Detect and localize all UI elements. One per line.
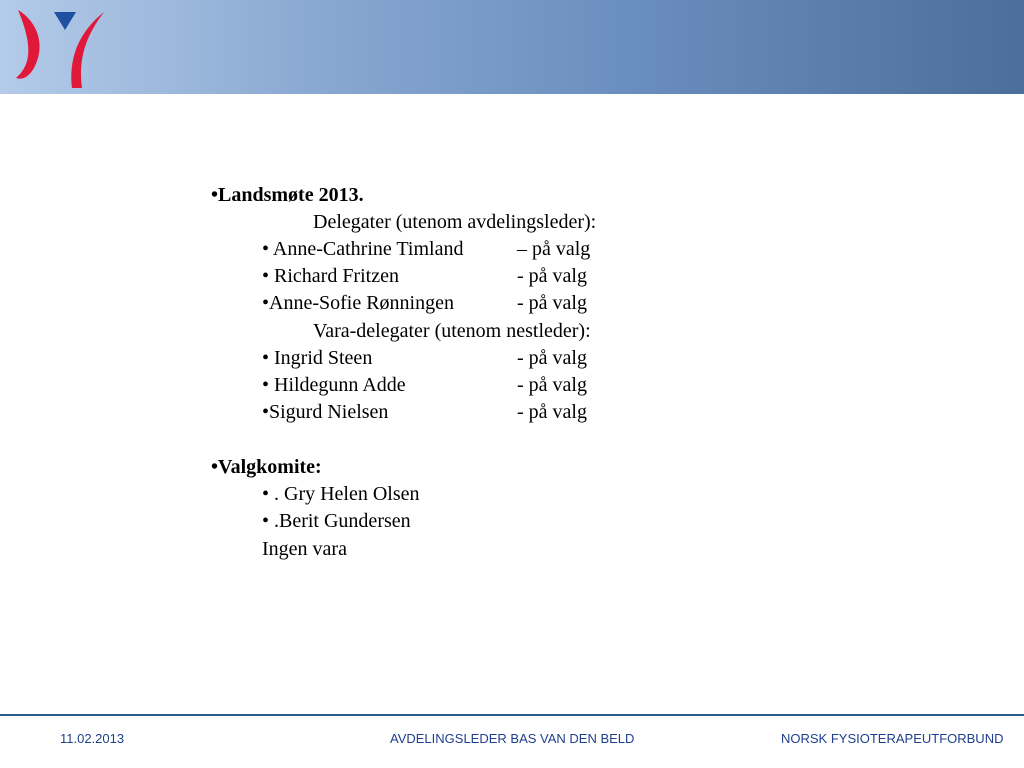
delegate-status: – på valg bbox=[517, 238, 591, 260]
delegate-status: - på valg bbox=[517, 292, 587, 314]
delegate-name: •Anne-Sofie Rønningen bbox=[262, 292, 454, 314]
vara-name: • Hildegunn Adde bbox=[262, 374, 406, 396]
vara-status: - på valg bbox=[517, 347, 587, 369]
committee-note: Ingen vara bbox=[262, 538, 347, 560]
delegate-name: • Anne-Cathrine Timland bbox=[262, 238, 464, 260]
section-heading-valgkomite: •Valgkomite: bbox=[211, 456, 322, 478]
vara-name: • Ingrid Steen bbox=[262, 347, 373, 369]
vara-name: •Sigurd Nielsen bbox=[262, 401, 389, 423]
vara-status: - på valg bbox=[517, 401, 587, 423]
vara-status: - på valg bbox=[517, 374, 587, 396]
footer-organization: NORSK FYSIOTERAPEUTFORBUND bbox=[781, 731, 1004, 746]
section-heading-landsmote: •Landsmøte 2013. bbox=[211, 184, 364, 206]
committee-member: • . Gry Helen Olsen bbox=[262, 483, 420, 505]
footer-divider bbox=[0, 714, 1024, 716]
delegate-status: - på valg bbox=[517, 265, 587, 287]
footer-date: 11.02.2013 bbox=[60, 731, 125, 746]
delegates-subheading: Delegater (utenom avdelingsleder): bbox=[313, 211, 597, 233]
delegate-name: • Richard Fritzen bbox=[262, 265, 399, 287]
vara-subheading: Vara-delegater (utenom nestleder): bbox=[313, 320, 591, 342]
footer-presenter: AVDELINGSLEDER BAS VAN DEN BELD bbox=[390, 731, 635, 746]
committee-member: • .Berit Gundersen bbox=[262, 510, 411, 532]
